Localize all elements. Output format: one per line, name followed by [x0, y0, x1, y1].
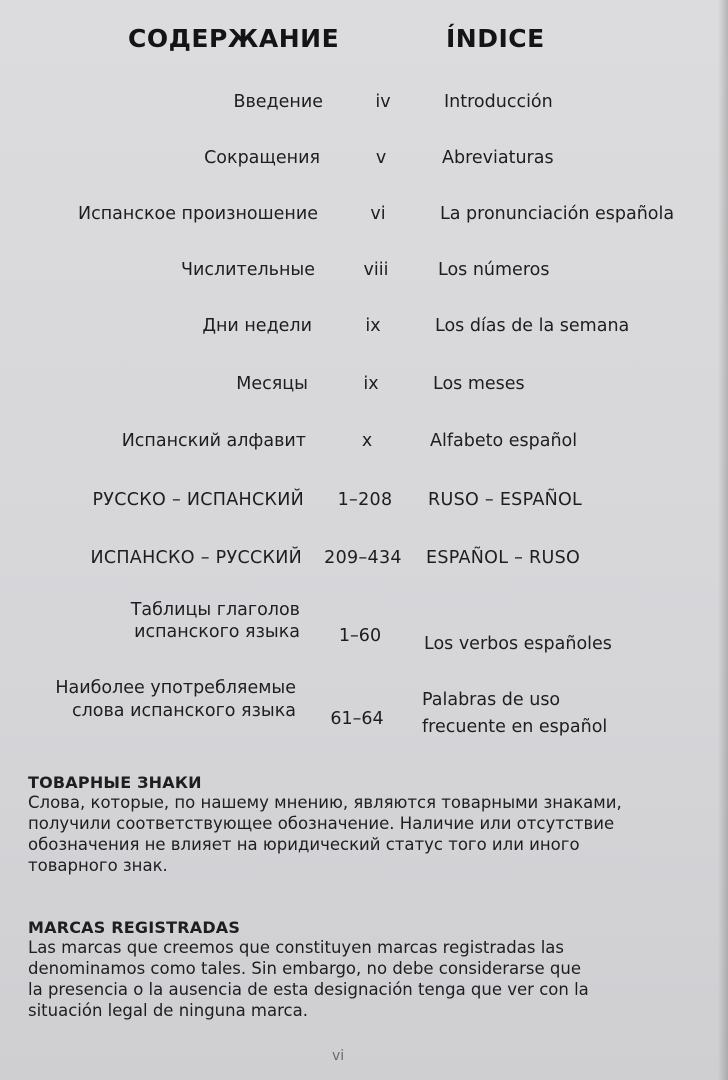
- entry-ru: РУССКО – ИСПАНСКИЙ: [92, 490, 304, 510]
- entry-page: 209–434: [324, 548, 402, 568]
- entry-es: Alfabeto español: [430, 431, 578, 451]
- contents-heading-es: ÍNDICE: [446, 24, 545, 53]
- trademarks-ru-title: ТОВАРНЫЕ ЗНАКИ: [28, 773, 202, 792]
- page-edge-shadow: [718, 0, 728, 1080]
- entry-page: 1–208: [337, 490, 393, 510]
- entry-ru: ИСПАНСКО – РУССКИЙ: [90, 548, 302, 568]
- trademarks-ru-line: обозначения не влияет на юридический статус того или иного: [28, 835, 580, 854]
- contents-heading-ru: СОДЕРЖАНИЕ: [128, 24, 340, 53]
- trademarks-es-section: [28, 918, 708, 1021]
- trademarks-ru-line: получили соответствующее обозначение. Наличие или отсутствие: [28, 814, 615, 833]
- trademarks-ru-section: [28, 773, 708, 876]
- trademarks-es-line: situación legal de ninguna marca.: [28, 1001, 308, 1020]
- entry-page: vi: [370, 204, 386, 224]
- entry-ru-line1: Наиболее употребляемые: [55, 678, 296, 698]
- entry-page: ix: [365, 316, 381, 336]
- entry-es: Los meses: [433, 374, 525, 394]
- trademarks-es-line: denominamos como tales. Sin embargo, no debe considerarse que: [28, 959, 581, 978]
- entry-es: La pronunciación española: [440, 204, 675, 224]
- entry-ru-line2: испанского языка: [134, 622, 300, 642]
- entry-es: Los días de la semana: [435, 316, 630, 336]
- trademarks-ru-line: товарного знак.: [28, 856, 168, 875]
- entry-es: RUSO – ESPAÑOL: [428, 490, 583, 510]
- entry-es-line2: frecuente en español: [422, 717, 608, 737]
- entry-ru: Введение: [233, 92, 323, 112]
- entry-ru: Испанское произношение: [78, 204, 318, 224]
- entry-es: Introducción: [444, 92, 553, 112]
- entry-ru: Испанский алфавит: [121, 431, 306, 451]
- trademarks-ru-line: Слова, которые, по нашему мнению, являются товарными знаками,: [28, 793, 622, 812]
- entry-ru: Месяцы: [236, 374, 308, 394]
- entry-page: v: [375, 148, 387, 168]
- entry-ru: Дни недели: [202, 316, 312, 336]
- entry-page: ix: [363, 374, 379, 394]
- entry-page: x: [361, 431, 373, 451]
- entry-es-line1: Palabras de uso: [422, 690, 561, 710]
- page-number: vi: [332, 1048, 345, 1064]
- entry-es: Los números: [438, 260, 550, 280]
- entry-es: Abreviaturas: [442, 148, 554, 168]
- entry-ru: Числительные: [180, 260, 315, 280]
- entry-es: ESPAÑOL – RUSO: [426, 548, 581, 568]
- trademarks-es-line: la presencia o la ausencia de esta designación tenga que ver con la: [28, 980, 589, 999]
- entry-page: viii: [363, 260, 389, 280]
- entry-page: 1–60: [338, 626, 382, 646]
- trademarks-es-title: MARCAS REGISTRADAS: [28, 918, 241, 937]
- entry-ru-line1: Таблицы глаголов: [130, 600, 300, 620]
- entry-page: 61–64: [330, 709, 384, 729]
- trademarks-es-line: Las marcas que creemos que constituyen marcas registradas las: [28, 938, 564, 957]
- entry-page: iv: [375, 92, 391, 112]
- entry-ru-line2: слова испанского языка: [71, 701, 296, 721]
- entry-es: Los verbos españoles: [424, 634, 612, 654]
- entry-ru: Сокращения: [204, 148, 320, 168]
- bleed-through-texture: [60, 20, 728, 360]
